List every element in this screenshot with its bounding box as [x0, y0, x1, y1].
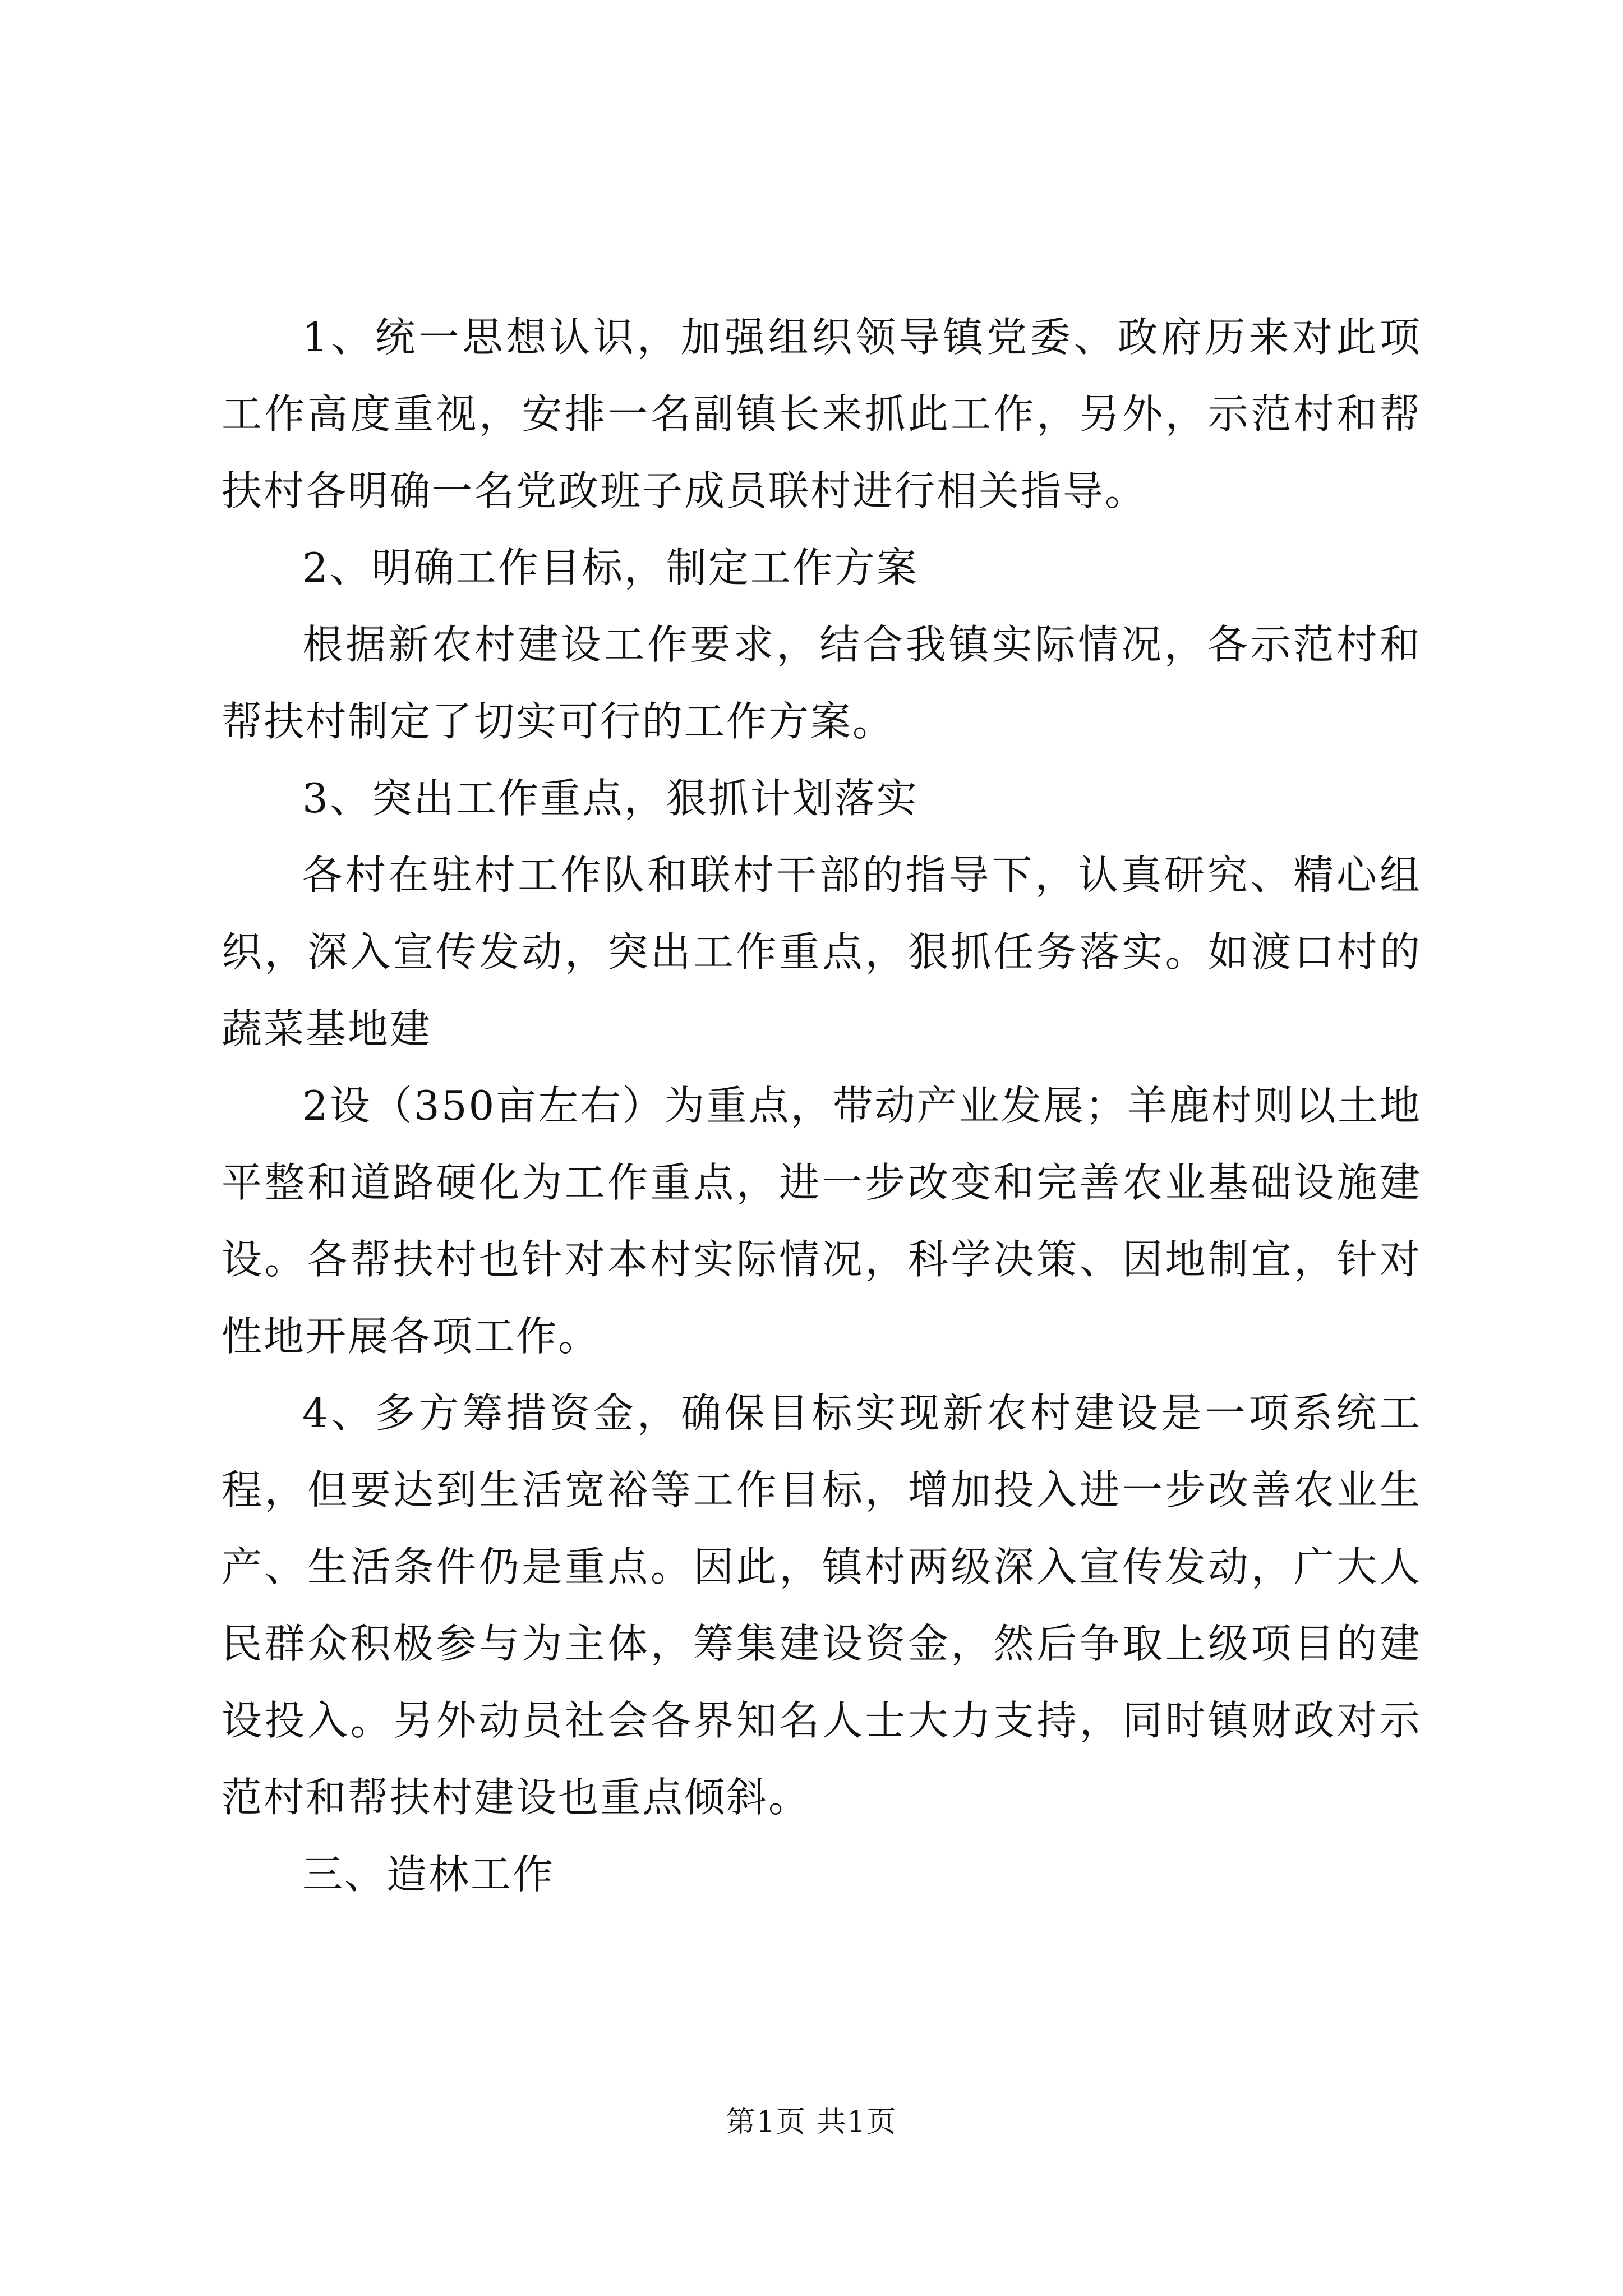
paragraph-3: 根据新农村建设工作要求，结合我镇实际情况，各示范村和帮扶村制定了切实可行的工作方案。 [222, 621, 1422, 745]
paragraph-5: 各村在驻村工作队和联村干部的指导下，认真研究、精心组织，深入宣传发动，突出工作重点，狠抓任务落实。如渡口村的蔬菜基地建 [222, 852, 1422, 1052]
paragraph-4-heading: 3、突出工作重点，狠抓计划落实 [302, 775, 919, 822]
paragraph-6: 2设（350亩左右）为重点，带动产业发展；羊鹿村则以土地平整和道路硬化为工作重点，进一步改变和完善农业基础设施建设。各帮扶村也针对本村实际情况，科学决策、因地制宜，针对性地开展各项工作。 [222, 1082, 1422, 1360]
page-footer: 第1页 共1页 [726, 2105, 897, 2139]
document-body [222, 299, 1422, 1913]
paragraph-1: 1、统一思想认识，加强组织领导镇党委、政府历来对此项工作高度重视，安排一名副镇长来抓此工作，另外，示范村和帮扶村各明确一名党政班子成员联村进行相关指导。 [222, 314, 1422, 514]
section-heading-afforestation: 三、造林工作 [302, 1851, 555, 1898]
paragraph-2-heading: 2、明确工作目标，制定工作方案 [302, 544, 919, 591]
paragraph-7: 4、多方筹措资金，确保目标实现新农村建设是一项系统工程，但要达到生活宽裕等工作目标，增加投入进一步改善农业生产、生活条件仍是重点。因此，镇村两级深入宣传发动，广大人民群众积极参与为主体，筹集建设资金，然后争取上级项目的建设投入。另外动员社会各界知名人士大力支持，同时镇财政对示范村和帮扶村建设也重点倾斜。 [222, 1389, 1422, 1821]
